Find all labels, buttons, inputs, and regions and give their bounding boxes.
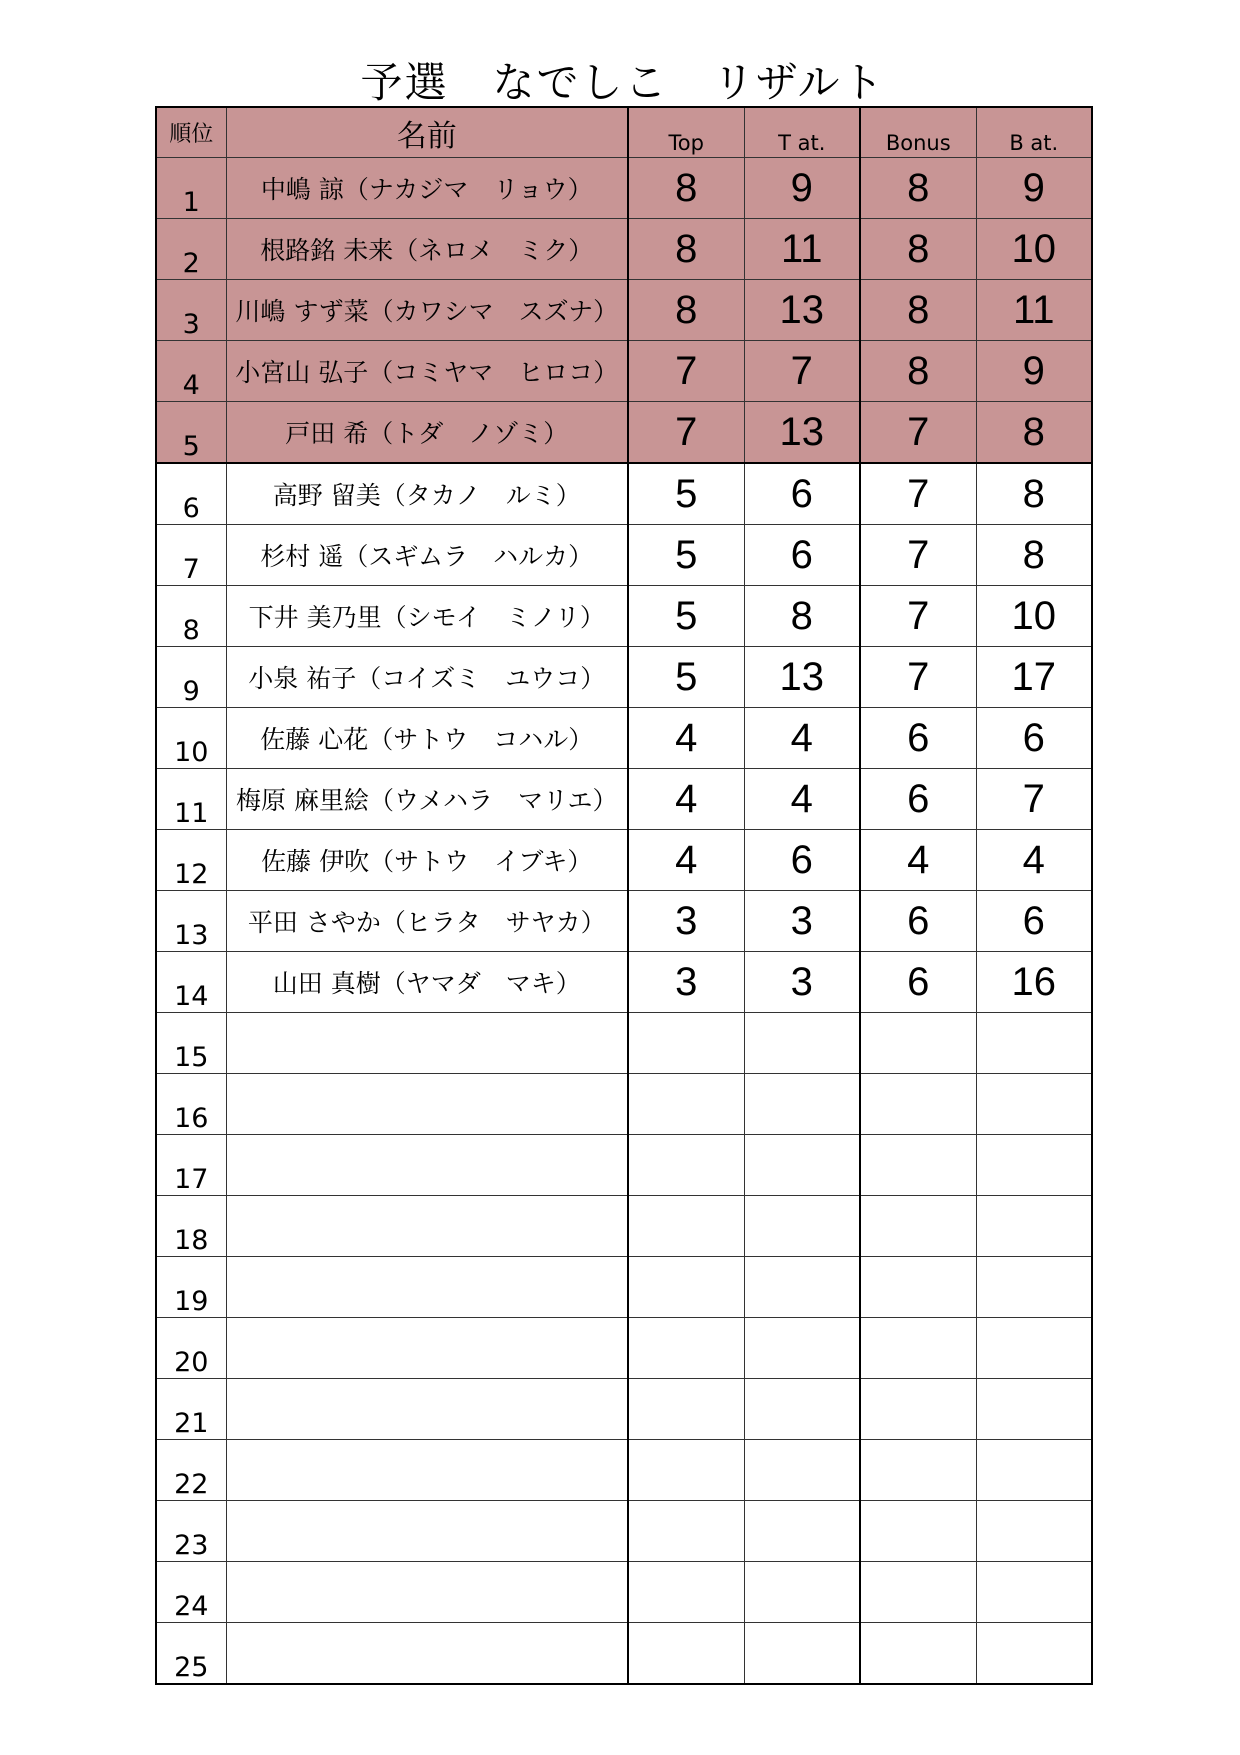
- table-row: [156, 1318, 1092, 1379]
- name-cell: 梅原 麻里絵（ウメハラ マリエ）: [226, 769, 628, 830]
- top-attempts-cell: [744, 1135, 860, 1196]
- name-cell: 杉村 遥（スギムラ ハルカ）: [226, 525, 628, 586]
- bonus-attempts-cell: [976, 1440, 1092, 1501]
- bonus-attempts-cell: 9: [976, 341, 1092, 402]
- bonus-cell: 6: [860, 708, 976, 769]
- table-row: [156, 402, 1092, 464]
- header-rank: 順位: [156, 107, 226, 158]
- top-attempts-cell: 4: [744, 769, 860, 830]
- table-row: [156, 280, 1092, 341]
- table-body: [156, 158, 1092, 1685]
- bonus-cell: [860, 1257, 976, 1318]
- header-top: Top: [628, 107, 744, 158]
- rank-cell: 23: [156, 1501, 226, 1562]
- bonus-cell: 8: [860, 280, 976, 341]
- name-cell: [226, 1074, 628, 1135]
- bonus-attempts-cell: [976, 1501, 1092, 1562]
- bonus-attempts-cell: 8: [976, 525, 1092, 586]
- top-cell: 3: [628, 891, 744, 952]
- rank-cell: 8: [156, 586, 226, 647]
- top-cell: 8: [628, 219, 744, 280]
- rank-cell: 19: [156, 1257, 226, 1318]
- header-bonus: Bonus: [860, 107, 976, 158]
- rank-cell: 24: [156, 1562, 226, 1623]
- top-cell: [628, 1013, 744, 1074]
- rank-cell: 7: [156, 525, 226, 586]
- bonus-attempts-cell: [976, 1562, 1092, 1623]
- top-cell: [628, 1257, 744, 1318]
- top-attempts-cell: 8: [744, 586, 860, 647]
- name-cell: [226, 1013, 628, 1074]
- bonus-cell: [860, 1135, 976, 1196]
- name-cell: [226, 1440, 628, 1501]
- rank-cell: 10: [156, 708, 226, 769]
- table-row: [156, 769, 1092, 830]
- bonus-attempts-cell: [976, 1074, 1092, 1135]
- table-row: [156, 830, 1092, 891]
- bonus-cell: 7: [860, 402, 976, 464]
- name-cell: 山田 真樹（ヤマダ マキ）: [226, 952, 628, 1013]
- top-cell: [628, 1501, 744, 1562]
- bonus-cell: [860, 1562, 976, 1623]
- top-cell: [628, 1623, 744, 1685]
- name-cell: [226, 1562, 628, 1623]
- bonus-attempts-cell: 16: [976, 952, 1092, 1013]
- bonus-cell: [860, 1379, 976, 1440]
- top-attempts-cell: 13: [744, 280, 860, 341]
- table-row: [156, 1440, 1092, 1501]
- bonus-attempts-cell: 11: [976, 280, 1092, 341]
- name-cell: [226, 1135, 628, 1196]
- name-cell: [226, 1501, 628, 1562]
- top-cell: [628, 1562, 744, 1623]
- table-row: [156, 463, 1092, 525]
- name-cell: [226, 1257, 628, 1318]
- table-row: [156, 1623, 1092, 1685]
- top-attempts-cell: 9: [744, 158, 860, 219]
- top-cell: 4: [628, 708, 744, 769]
- top-attempts-cell: [744, 1196, 860, 1257]
- top-attempts-cell: [744, 1013, 860, 1074]
- results-table: [155, 106, 1093, 1685]
- name-cell: 小宮山 弘子（コミヤマ ヒロコ）: [226, 341, 628, 402]
- bonus-cell: [860, 1196, 976, 1257]
- name-cell: 中嶋 諒（ナカジマ リョウ）: [226, 158, 628, 219]
- top-attempts-cell: [744, 1318, 860, 1379]
- name-cell: 高野 留美（タカノ ルミ）: [226, 463, 628, 525]
- top-cell: [628, 1074, 744, 1135]
- name-cell: 小泉 祐子（コイズミ ユウコ）: [226, 647, 628, 708]
- table-row: [156, 1135, 1092, 1196]
- bonus-cell: 8: [860, 219, 976, 280]
- rank-cell: 18: [156, 1196, 226, 1257]
- bonus-attempts-cell: 8: [976, 463, 1092, 525]
- top-cell: 7: [628, 402, 744, 464]
- top-attempts-cell: [744, 1379, 860, 1440]
- top-cell: 8: [628, 158, 744, 219]
- bonus-cell: 8: [860, 341, 976, 402]
- table-row: [156, 1074, 1092, 1135]
- rank-cell: 1: [156, 158, 226, 219]
- top-attempts-cell: 6: [744, 525, 860, 586]
- top-attempts-cell: 13: [744, 647, 860, 708]
- rank-cell: 9: [156, 647, 226, 708]
- table-row: [156, 586, 1092, 647]
- bonus-attempts-cell: 8: [976, 402, 1092, 464]
- table-row: [156, 891, 1092, 952]
- bonus-attempts-cell: [976, 1379, 1092, 1440]
- bonus-attempts-cell: 10: [976, 219, 1092, 280]
- bonus-cell: 7: [860, 525, 976, 586]
- rank-cell: 2: [156, 219, 226, 280]
- name-cell: 根路銘 未来（ネロメ ミク）: [226, 219, 628, 280]
- bonus-cell: 7: [860, 647, 976, 708]
- top-cell: 5: [628, 647, 744, 708]
- rank-cell: 20: [156, 1318, 226, 1379]
- top-attempts-cell: [744, 1257, 860, 1318]
- table-row: [156, 708, 1092, 769]
- top-attempts-cell: [744, 1562, 860, 1623]
- name-cell: 戸田 希（トダ ノゾミ）: [226, 402, 628, 464]
- top-cell: 8: [628, 280, 744, 341]
- bonus-cell: 7: [860, 463, 976, 525]
- top-cell: 4: [628, 830, 744, 891]
- bonus-attempts-cell: [976, 1318, 1092, 1379]
- bonus-cell: [860, 1501, 976, 1562]
- table-row: [156, 1196, 1092, 1257]
- bonus-attempts-cell: 7: [976, 769, 1092, 830]
- bonus-attempts-cell: 6: [976, 891, 1092, 952]
- table-row: [156, 158, 1092, 219]
- name-cell: [226, 1623, 628, 1685]
- rank-cell: 15: [156, 1013, 226, 1074]
- rank-cell: 3: [156, 280, 226, 341]
- header-bonus-attempts: B at.: [976, 107, 1092, 158]
- bonus-cell: 6: [860, 891, 976, 952]
- table-row: [156, 1562, 1092, 1623]
- bonus-cell: [860, 1623, 976, 1685]
- bonus-cell: 8: [860, 158, 976, 219]
- rank-cell: 25: [156, 1623, 226, 1685]
- top-cell: [628, 1196, 744, 1257]
- top-attempts-cell: 3: [744, 952, 860, 1013]
- header-top-attempts: T at.: [744, 107, 860, 158]
- name-cell: [226, 1318, 628, 1379]
- table-row: [156, 1501, 1092, 1562]
- bonus-cell: [860, 1318, 976, 1379]
- top-attempts-cell: 3: [744, 891, 860, 952]
- top-attempts-cell: 4: [744, 708, 860, 769]
- top-attempts-cell: [744, 1440, 860, 1501]
- top-attempts-cell: [744, 1074, 860, 1135]
- table-row: [156, 952, 1092, 1013]
- top-attempts-cell: [744, 1501, 860, 1562]
- bonus-attempts-cell: [976, 1257, 1092, 1318]
- name-cell: [226, 1379, 628, 1440]
- rank-cell: 11: [156, 769, 226, 830]
- rank-cell: 22: [156, 1440, 226, 1501]
- rank-cell: 21: [156, 1379, 226, 1440]
- name-cell: 川嶋 すず菜（カワシマ スズナ）: [226, 280, 628, 341]
- name-cell: 平田 さやか（ヒラタ サヤカ）: [226, 891, 628, 952]
- top-cell: [628, 1135, 744, 1196]
- top-attempts-cell: 6: [744, 830, 860, 891]
- rank-cell: 13: [156, 891, 226, 952]
- top-cell: [628, 1379, 744, 1440]
- top-cell: [628, 1440, 744, 1501]
- bonus-cell: [860, 1074, 976, 1135]
- top-attempts-cell: 7: [744, 341, 860, 402]
- table-row: [156, 1013, 1092, 1074]
- bonus-attempts-cell: [976, 1196, 1092, 1257]
- top-attempts-cell: 6: [744, 463, 860, 525]
- top-cell: 3: [628, 952, 744, 1013]
- table-header-row: [156, 107, 1092, 158]
- top-cell: 5: [628, 463, 744, 525]
- bonus-cell: [860, 1440, 976, 1501]
- top-attempts-cell: 13: [744, 402, 860, 464]
- bonus-attempts-cell: [976, 1135, 1092, 1196]
- bonus-attempts-cell: 10: [976, 586, 1092, 647]
- bonus-cell: 4: [860, 830, 976, 891]
- top-attempts-cell: 11: [744, 219, 860, 280]
- table-row: [156, 647, 1092, 708]
- rank-cell: 5: [156, 402, 226, 464]
- bonus-cell: 6: [860, 952, 976, 1013]
- name-cell: 佐藤 心花（サトウ コハル）: [226, 708, 628, 769]
- table-row: [156, 525, 1092, 586]
- rank-cell: 16: [156, 1074, 226, 1135]
- table-row: [156, 341, 1092, 402]
- rank-cell: 14: [156, 952, 226, 1013]
- bonus-attempts-cell: 6: [976, 708, 1092, 769]
- bonus-cell: 6: [860, 769, 976, 830]
- bonus-attempts-cell: [976, 1623, 1092, 1685]
- rank-cell: 6: [156, 463, 226, 525]
- name-cell: 佐藤 伊吹（サトウ イブキ）: [226, 830, 628, 891]
- table-row: [156, 1257, 1092, 1318]
- table-row: [156, 1379, 1092, 1440]
- bonus-attempts-cell: 17: [976, 647, 1092, 708]
- page-title: 予選 なでしこ リザルト: [360, 58, 886, 107]
- name-cell: 下井 美乃里（シモイ ミノリ）: [226, 586, 628, 647]
- bonus-attempts-cell: 9: [976, 158, 1092, 219]
- bonus-attempts-cell: 4: [976, 830, 1092, 891]
- top-attempts-cell: [744, 1623, 860, 1685]
- rank-cell: 17: [156, 1135, 226, 1196]
- table-row: [156, 219, 1092, 280]
- top-cell: 5: [628, 525, 744, 586]
- rank-cell: 12: [156, 830, 226, 891]
- top-cell: 4: [628, 769, 744, 830]
- top-cell: 5: [628, 586, 744, 647]
- header-name: 名前: [226, 107, 628, 158]
- rank-cell: 4: [156, 341, 226, 402]
- bonus-cell: [860, 1013, 976, 1074]
- bonus-cell: 7: [860, 586, 976, 647]
- top-cell: [628, 1318, 744, 1379]
- top-cell: 7: [628, 341, 744, 402]
- name-cell: [226, 1196, 628, 1257]
- bonus-attempts-cell: [976, 1013, 1092, 1074]
